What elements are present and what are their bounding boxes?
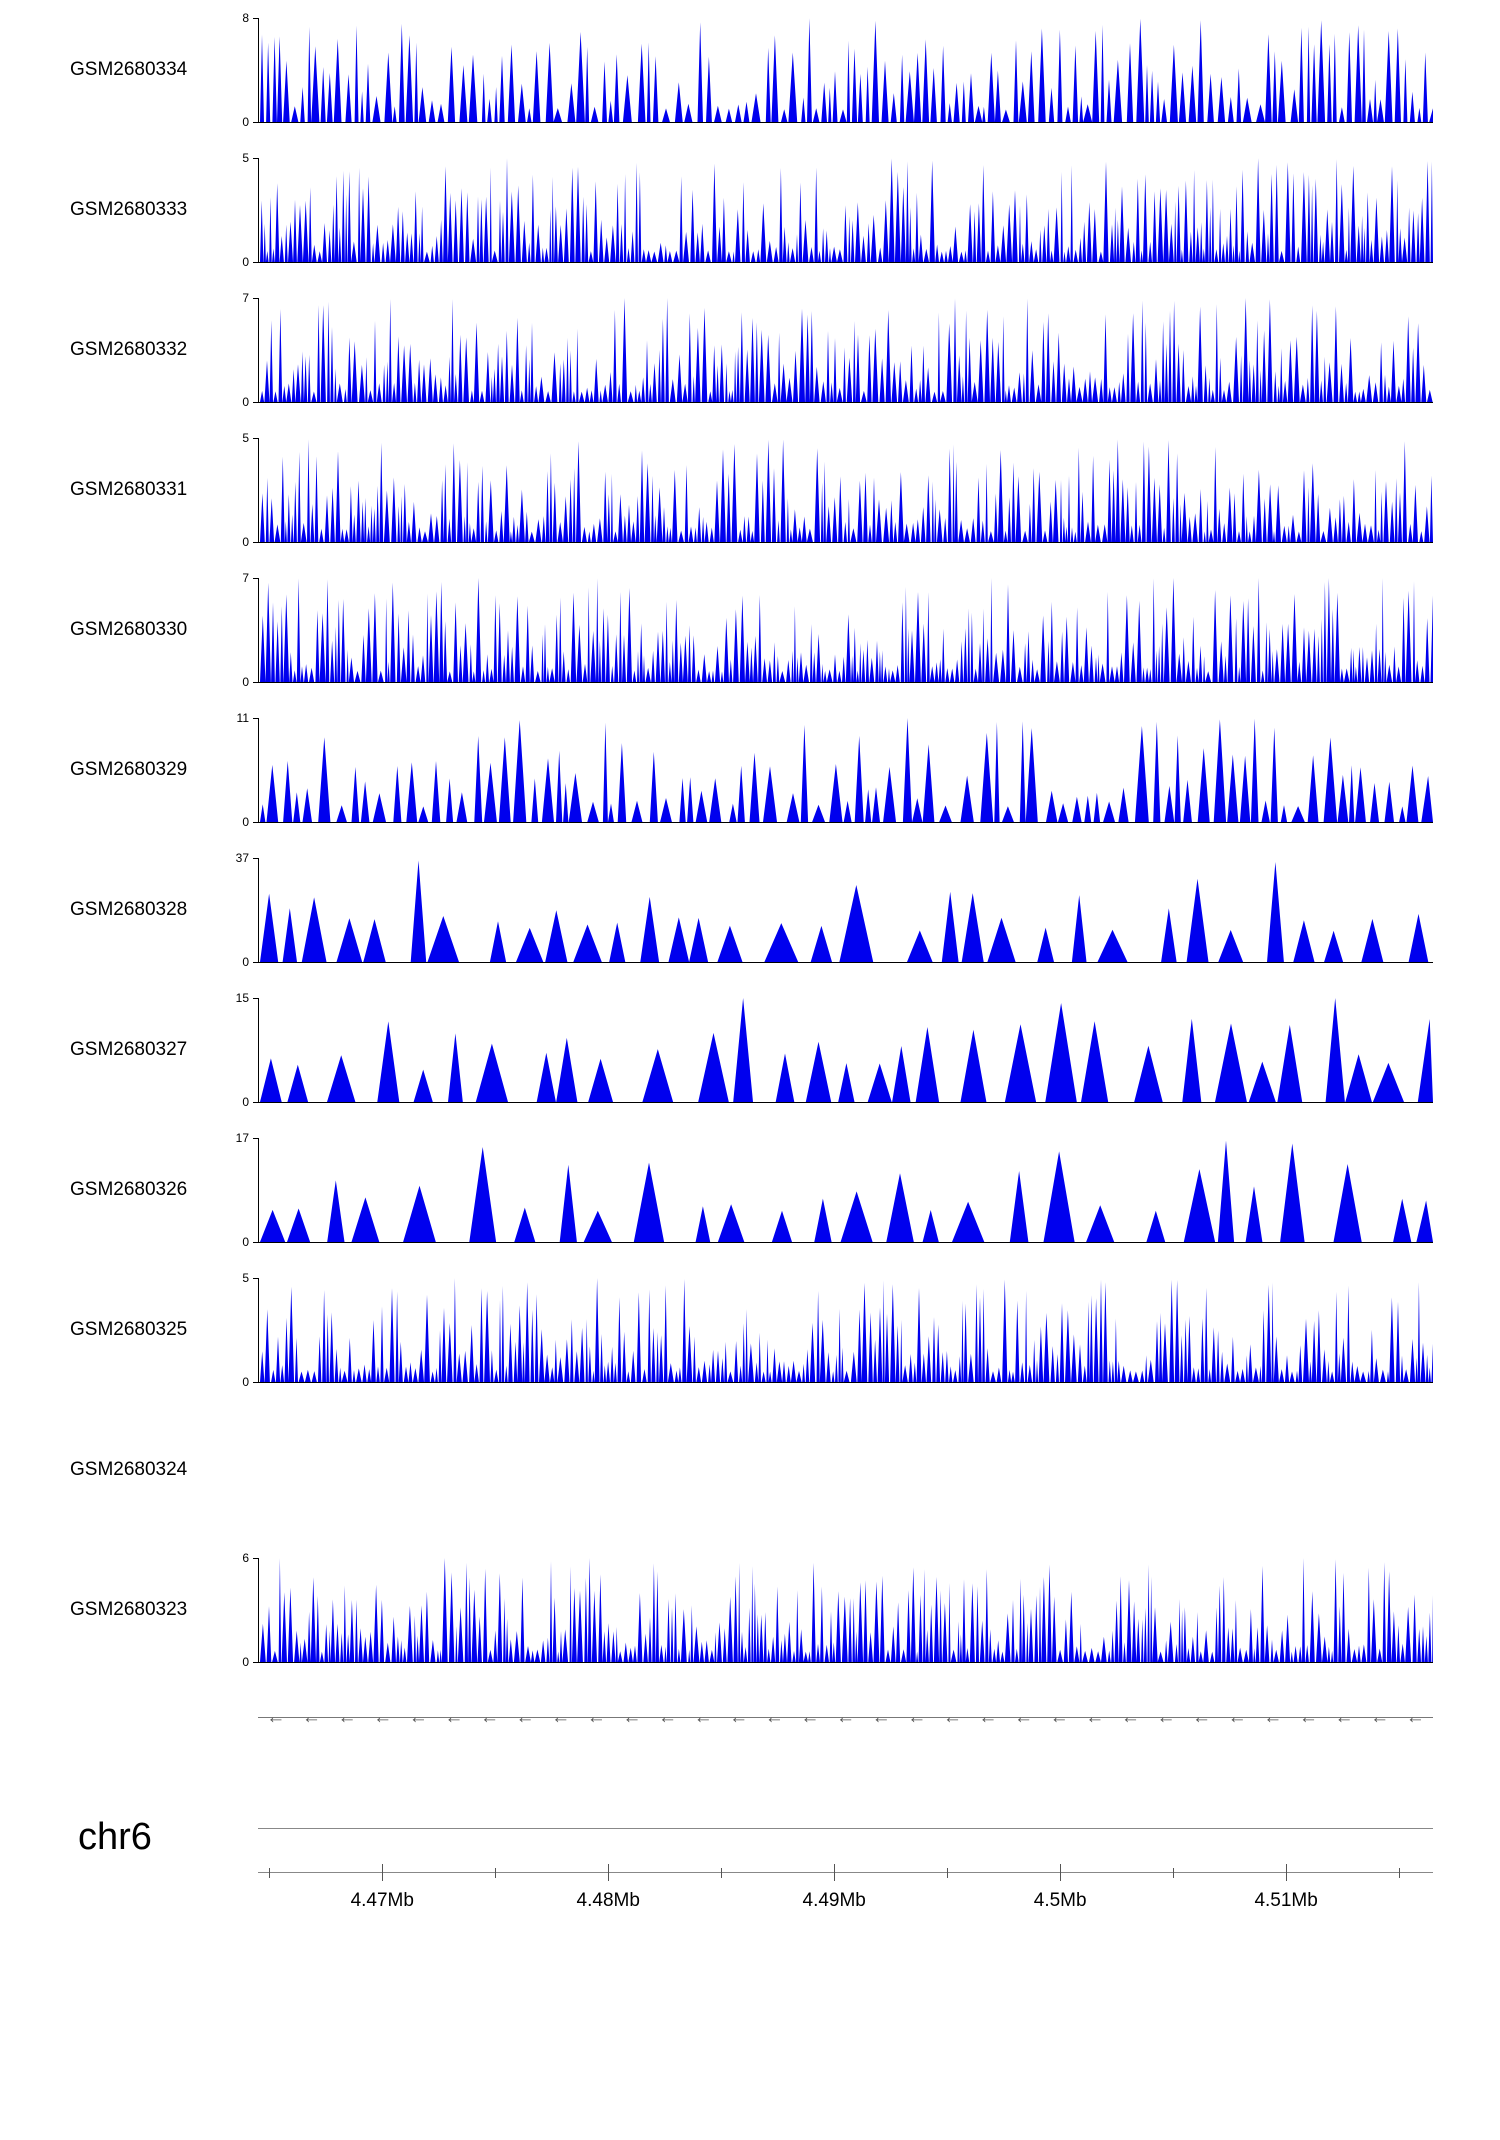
strand-arrow-icon: ← — [693, 1707, 713, 1728]
y-axis-min-label: 0 — [242, 955, 249, 969]
y-axis-min-label: 0 — [242, 815, 249, 829]
y-axis-min-label: 0 — [242, 1235, 249, 1249]
strand-arrow-icon: ← — [942, 1707, 962, 1728]
y-axis-max-label: 6 — [242, 1551, 249, 1565]
track-label: GSM2680324 — [70, 1459, 188, 1480]
strand-arrow-icon: ← — [836, 1707, 855, 1728]
chromosome-major-tick — [608, 1864, 609, 1881]
signal-area — [258, 1260, 1433, 1400]
track-row — [0, 0, 1500, 140]
strand-arrow-icon: ← — [1370, 1707, 1390, 1728]
chromosome-major-tick — [1286, 1864, 1287, 1881]
track-label: GSM2680331 — [70, 479, 188, 500]
y-axis-min-label: 0 — [242, 1095, 249, 1109]
track-plot — [242, 280, 1433, 420]
track-plot — [235, 1120, 1433, 1260]
strand-arrow-icon: ← — [907, 1707, 927, 1728]
track-plot — [242, 1260, 1433, 1400]
strand-arrow-icon: ← — [800, 1707, 820, 1728]
signal-area — [258, 840, 1433, 980]
track-plot — [242, 420, 1433, 560]
chromosome-minor-tick — [1173, 1868, 1174, 1878]
strand-arrow-icon: ← — [444, 1707, 464, 1728]
y-axis-max-label: 5 — [242, 1271, 249, 1285]
y-axis-min-label: 0 — [242, 255, 249, 269]
track-label: GSM2680329 — [70, 759, 188, 780]
y-axis-min-label: 0 — [242, 535, 249, 549]
strand-arrow-icon: ← — [1049, 1707, 1069, 1728]
track-label: GSM2680325 — [70, 1319, 188, 1340]
chromosome-minor-tick — [1399, 1868, 1400, 1878]
strand-arrow-icon: ← — [1298, 1707, 1318, 1728]
strand-arrow-icon: ← — [657, 1707, 677, 1728]
track-row — [0, 700, 1500, 840]
track-plot — [242, 140, 1433, 280]
y-axis-max-label: 15 — [235, 991, 249, 1005]
track-row — [0, 980, 1500, 1120]
track-plot — [242, 560, 1433, 700]
strand-arrow-icon: ← — [515, 1707, 535, 1728]
y-axis-max-label: 5 — [242, 151, 249, 165]
strand-arrow-icon: ← — [551, 1707, 571, 1728]
track-row — [0, 140, 1500, 280]
chromosome-tick-label: 4.48Mb — [576, 1890, 640, 1911]
track-row — [0, 1260, 1500, 1400]
y-axis-min-label: 0 — [242, 1655, 249, 1669]
chromosome-major-tick — [834, 1864, 835, 1881]
track-label: GSM2680323 — [70, 1599, 188, 1620]
signal-area — [258, 560, 1433, 700]
track-plot — [258, 1400, 1433, 1540]
y-axis-min-label: 0 — [242, 395, 249, 409]
track-plot — [235, 840, 1433, 980]
y-axis-min-label: 0 — [242, 675, 249, 689]
y-axis-min-label: 0 — [242, 1375, 249, 1389]
strand-arrow-icon: ← — [622, 1707, 642, 1728]
track-label: GSM2680332 — [70, 339, 188, 360]
track-plot — [242, 0, 1433, 140]
strand-arrow-icon: ← — [1014, 1707, 1034, 1728]
chromosome-minor-tick — [495, 1868, 496, 1878]
chromosome-tick-label: 4.47Mb — [350, 1890, 414, 1911]
strand-arrow-icon: ← — [871, 1707, 891, 1728]
strand-arrows-track — [258, 1706, 1433, 1730]
strand-arrow-icon: ← — [408, 1707, 428, 1728]
track-row — [0, 1120, 1500, 1260]
signal-area — [258, 140, 1433, 280]
chromosome-minor-tick — [721, 1868, 722, 1878]
track-label: GSM2680333 — [70, 199, 188, 220]
track-plot — [235, 980, 1433, 1120]
strand-arrow-icon: ← — [729, 1707, 749, 1728]
strand-arrow-icon: ← — [1227, 1707, 1247, 1728]
track-label: GSM2680328 — [70, 899, 188, 920]
track-row — [0, 840, 1500, 980]
strand-arrow-icon: ← — [1192, 1707, 1212, 1728]
signal-area — [258, 0, 1433, 140]
signal-area — [258, 280, 1433, 420]
y-axis-min-label: 0 — [242, 115, 249, 129]
signal-area — [258, 420, 1433, 560]
strand-arrow-icon: ← — [301, 1707, 321, 1728]
y-axis-max-label: 11 — [236, 711, 249, 725]
chromosome-minor-tick — [269, 1868, 270, 1878]
signal-area — [258, 1540, 1433, 1680]
y-axis-max-label: 5 — [242, 431, 249, 445]
track-label: GSM2680330 — [70, 619, 188, 640]
strand-arrow-icon: ← — [1334, 1707, 1354, 1728]
y-axis-max-label: 37 — [235, 851, 249, 865]
track-row — [0, 1400, 1500, 1540]
chromosome-minor-tick — [947, 1868, 948, 1878]
strand-arrows-row — [0, 1680, 1500, 1770]
strand-arrow-icon: ← — [1120, 1707, 1140, 1728]
track-plot — [242, 1540, 1433, 1680]
chromosome-tick-line — [258, 1872, 1433, 1873]
track-row — [0, 280, 1500, 420]
strand-arrow-icon: ← — [1156, 1707, 1176, 1728]
track-row — [0, 1540, 1500, 1680]
strand-arrow-icon: ← — [373, 1707, 393, 1728]
strand-arrow-icon: ← — [1085, 1707, 1105, 1728]
chromosome-label: chr6 — [78, 1816, 152, 1858]
strand-arrow-icon: ← — [1263, 1707, 1283, 1728]
strand-arrow-icon: ← — [337, 1707, 357, 1728]
y-axis-max-label: 8 — [242, 11, 249, 25]
chromosome-tick-label: 4.5Mb — [1033, 1890, 1087, 1911]
signal-area — [258, 980, 1433, 1120]
track-row — [0, 560, 1500, 700]
chromosome-major-tick — [1060, 1864, 1061, 1881]
y-axis-max-label: 7 — [242, 571, 249, 585]
chromosome-tick-label: 4.51Mb — [1254, 1890, 1318, 1911]
y-axis-max-label: 17 — [235, 1131, 249, 1145]
strand-arrow-icon: ← — [479, 1707, 499, 1728]
strand-arrow-icon: ← — [1405, 1707, 1425, 1728]
strand-arrow-icon: ← — [586, 1707, 606, 1728]
signal-area — [258, 700, 1433, 840]
track-label: GSM2680334 — [70, 59, 188, 80]
strand-arrow-icon: ← — [978, 1707, 998, 1728]
y-axis-max-label: 7 — [242, 291, 249, 305]
strand-arrow-icon: ← — [266, 1707, 286, 1728]
track-label: GSM2680326 — [70, 1179, 188, 1200]
chromosome-major-tick — [382, 1864, 383, 1881]
strand-arrow-icon: ← — [764, 1707, 784, 1728]
chromosome-tick-label: 4.49Mb — [802, 1890, 866, 1911]
track-label: GSM2680327 — [70, 1039, 188, 1060]
track-row — [0, 420, 1500, 560]
track-plot — [236, 700, 1433, 840]
chromosome-top-line — [258, 1828, 1433, 1829]
chromosome-axis — [258, 1828, 1433, 1928]
chromosome-axis-row — [0, 1770, 1500, 1940]
signal-area — [258, 1120, 1433, 1260]
